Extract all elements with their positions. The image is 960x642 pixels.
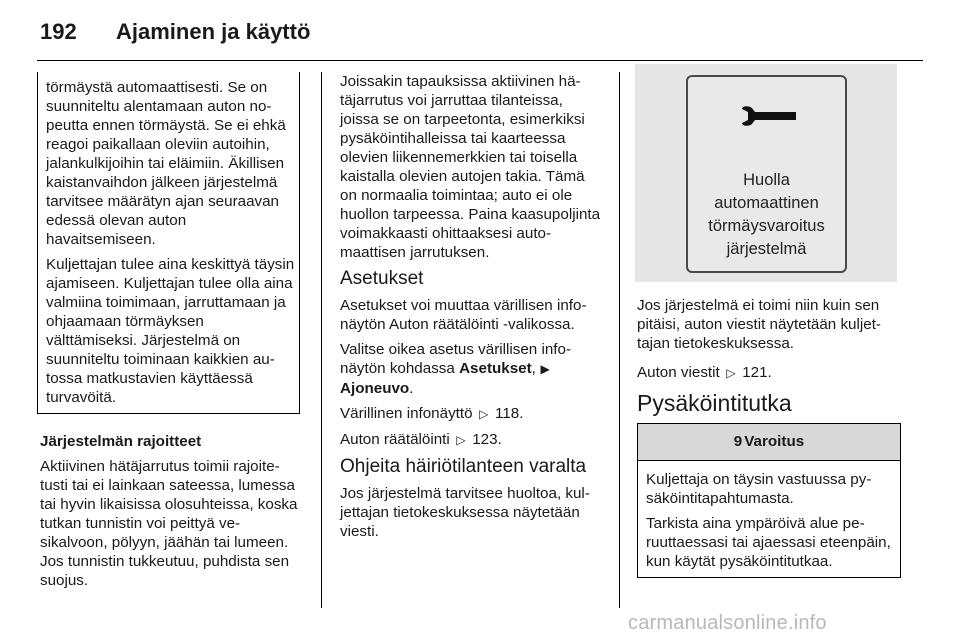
after-figure-text: Jos järjestelmä ei toimi niin kuin sen pitäisi, auton viestit näytetään kuljettajan tietokeskuksessa.	[637, 297, 881, 352]
reference-customization	[340, 430, 602, 450]
page-number: 192	[40, 19, 77, 44]
reference-label: Auton räätälöinti	[340, 431, 450, 448]
warning-paragraph: Kuljettaja on täysin vastuussa pysäköintitapahtumasta.	[646, 471, 872, 507]
note-paragraph: Kuljettajan tulee aina keskittyä täysin ajamiseen. Kuljettajan tulee olla aina valmiina toimimaan, jarruttamaan ja ohjaamaan törmäyksen välttämiseksi. Järjestelmä on suunniteltu toiminaan kaikkien autossa matkustavien käyttäessä turvavöitä.	[46, 256, 295, 406]
limits-heading: Järjestelmän rajoitteet	[40, 433, 202, 450]
punctuation: .	[767, 364, 772, 381]
column-1	[40, 72, 302, 596]
punctuation: .	[497, 431, 502, 448]
reference-page: 121	[742, 364, 768, 381]
page-reference-arrow-icon: ▷	[456, 433, 466, 447]
reference-page: 123	[472, 431, 498, 448]
settings-heading: Asetukset	[340, 268, 424, 289]
settings-text: Asetukset voi muuttaa värillisen infonäytön Auton räätälöinti -valikossa.	[340, 297, 587, 333]
warning-icon: 9	[733, 433, 743, 450]
page-reference-arrow-icon: ▷	[726, 366, 736, 380]
display-message	[688, 169, 845, 261]
display-line: automaattinen	[714, 194, 819, 212]
page-reference-arrow-icon: ▷	[479, 407, 489, 421]
punctuation: .	[409, 380, 414, 397]
warning-title-bar	[638, 424, 900, 461]
reference-messages	[637, 363, 901, 383]
select-text: Valitse oikea asetus värillisen infonäytön kohdassa	[340, 341, 572, 377]
warning-body	[638, 461, 900, 577]
warning-title: Varoitus	[744, 433, 805, 450]
display-line: järjestelmä	[726, 240, 807, 258]
reference-label: Auton viestit	[637, 364, 720, 381]
wrench-icon	[740, 105, 798, 129]
select-setting-text	[340, 340, 602, 398]
display-line: törmäysvaroitus	[708, 217, 825, 235]
warning-paragraph: Tarkista aina ympäröivä alue peruuttaessasi tai ajaessasi eteenpäin, kun käytät pysäköintitutkaa.	[646, 515, 891, 570]
reference-label: Värillinen infonäyttö	[340, 405, 473, 422]
reference-infodisplay	[340, 404, 602, 424]
watermark: carmanualsonline.info	[628, 612, 827, 634]
section-title: Ajaminen ja käyttö	[116, 19, 311, 44]
display-line: Huolla	[743, 171, 790, 189]
column-divider-1	[321, 72, 322, 608]
fault-heading: Ohjeita häiriötilanteen varalta	[340, 456, 587, 477]
punctuation: ,	[531, 360, 536, 377]
column-3	[637, 72, 901, 578]
info-display-screen	[686, 75, 847, 273]
note-paragraph: törmäystä automaattisesti. Se on suunniteltu alentamaan auton nopeutta ennen törmäystä. Se ei ehkä reagoi paikallaan oleviin autoihin, jalankulkijoihin tai eläimiin. Äkillisen kaistanvaihdon jälkeen järjestelmä tarvitsee määrätyn ajan seuraavan edessä olevan auton havaitsemiseen.	[46, 79, 286, 248]
note-box	[37, 72, 300, 414]
reference-page: 118	[495, 405, 520, 422]
menu-arrow-icon: ▶	[540, 362, 550, 376]
column-2	[340, 72, 602, 547]
menu-vehicle: Ajoneuvo	[340, 380, 410, 397]
parking-heading: Pysäköintitutka	[637, 390, 792, 416]
menu-settings: Asetukset	[459, 360, 532, 377]
page-header	[40, 12, 310, 52]
warning-box	[637, 423, 901, 578]
fault-text: Jos järjestelmä tarvitsee huoltoa, kuljettajan tietokeskuksessa näytetään viesti.	[340, 485, 590, 540]
header-divider	[37, 60, 923, 61]
intro-text: Joissakin tapauksissa aktiivinen hätäjarrutus voi jarruttaa tilanteissa, joissa se on tarpeetonta, esimerkiksi pysäköintihalleissa tai kaarteessa olevien liikennemerkkien tai toisella kaistalla olevien autojen takia. Tämä on normaalia toimintaa; auto ei ole huollon tarpeessa. Paina kaasupoljinta voimakkaasti ohittaaksesi automaattisen jarrutuksen.	[340, 73, 601, 261]
limits-text: Aktiivinen hätäjarrutus toimii rajoitetusti tai ei lainkaan sateessa, lumessa tai hyvin likaisissa olosuhteissa, koska tutkan tunnistin voi peittyä vesikalvoon, pölyyn, jäähän tai lumeen. Jos tunnistin tukkeutuu, puhdista sen suojus.	[40, 458, 298, 589]
column-divider-2	[619, 72, 620, 608]
punctuation: .	[519, 405, 524, 422]
info-display-figure	[635, 64, 897, 282]
